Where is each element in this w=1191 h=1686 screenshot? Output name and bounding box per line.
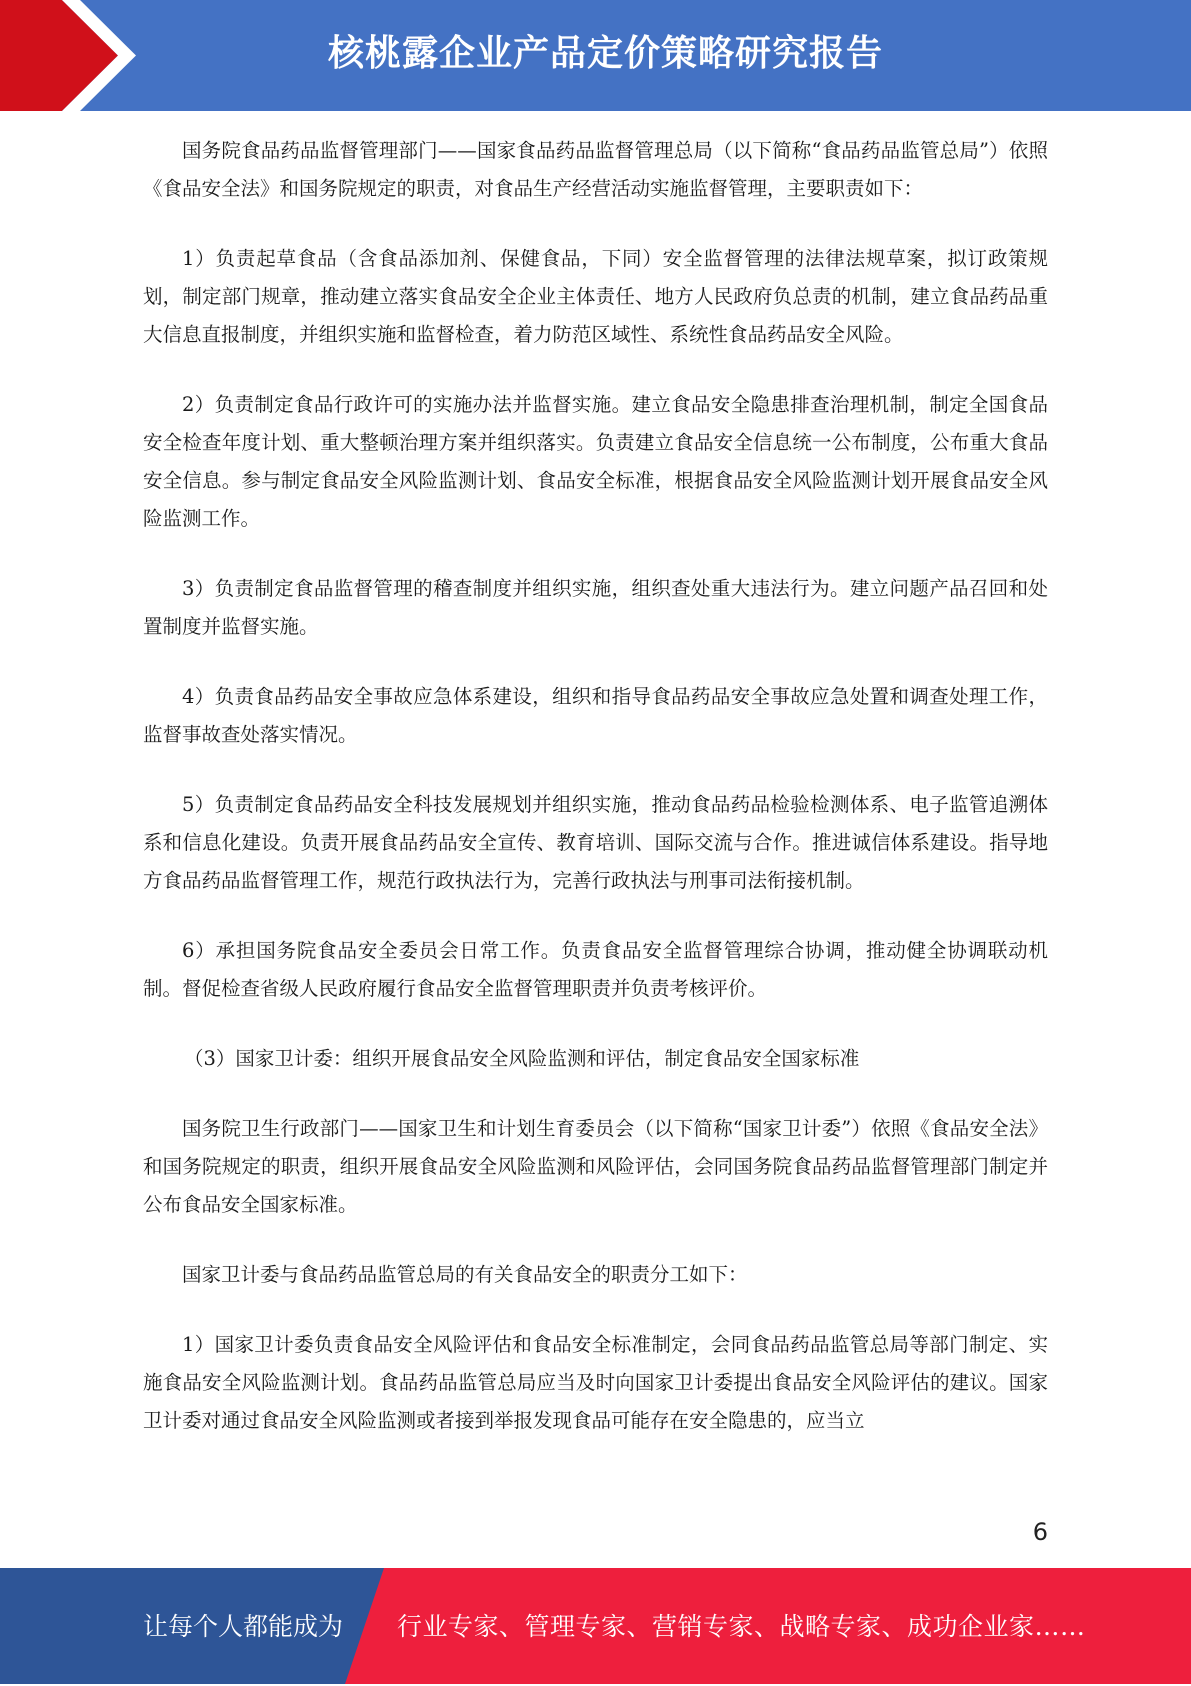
paragraph: 国务院食品药品监督管理部门——国家食品药品监督管理总局（以下简称“食品药品监管总局”）依照《食品安全法》和国务院规定的职责，对食品生产经营活动实施监督管理，主要职责如下： [143, 139, 1048, 200]
paragraph: 国务院卫生行政部门——国家卫生和计划生育委员会（以下简称“国家卫计委”）依照《食品安全法》和国务院规定的职责，组织开展食品安全风险监测和风险评估，会同国务院食品药品监督管理部门制定并公布食品安全国家标准。 [143, 1117, 1048, 1216]
paragraph: 国家卫计委与食品药品监管总局的有关食品安全的职责分工如下： [182, 1263, 748, 1286]
footer-band [0, 1568, 1191, 1684]
page-number: 6 [1032, 1518, 1048, 1546]
paragraph: 4）负责食品药品安全事故应急体系建设，组织和指导食品药品安全事故应急处置和调查处理工作，监督事故查处落实情况。 [143, 685, 1048, 746]
paragraph: 3）负责制定食品监督管理的稽查制度并组织实施，组织查处重大违法行为。建立问题产品召回和处置制度并监督实施。 [143, 577, 1048, 638]
footer-slogan-left: 让每个人都能成为 [143, 1612, 344, 1641]
paragraph: 1）负责起草食品（含食品添加剂、保健食品，下同）安全监督管理的法律法规草案，拟订政策规划，制定部门规章，推动建立落实食品安全企业主体责任、地方人民政府负总责的机制，建立食品药品重大信息直报制度，并组织实施和监督检查，着力防范区域性、系统性食品药品安全风险。 [143, 247, 1048, 346]
paragraph: 6）承担国务院食品安全委员会日常工作。负责食品安全监督管理综合协调，推动健全协调联动机制。督促检查省级人民政府履行食品安全监督管理职责并负责考核评价。 [143, 939, 1048, 1000]
section-heading: （3）国家卫计委：组织开展食品安全风险监测和评估，制定食品安全国家标准 [183, 1047, 860, 1070]
paragraph: 2）负责制定食品行政许可的实施办法并监督实施。建立食品安全隐患排查治理机制，制定全国食品安全检查年度计划、重大整顿治理方案并组织落实。负责建立食品安全信息统一公布制度，公布重大食品安全信息。参与制定食品安全风险监测计划、食品安全标准，根据食品安全风险监测计划开展食品安全风险监测工作。 [143, 393, 1048, 530]
footer-slogan-right: 行业专家、管理专家、营销专家、战略专家、成功企业家…… [397, 1612, 1086, 1641]
report-title: 核桃露企业产品定价策略研究报告 [327, 33, 883, 74]
paragraph: 1）国家卫计委负责食品安全风险评估和食品安全标准制定，会同食品药品监管总局等部门制定、实施食品安全风险监测计划。食品药品监管总局应当及时向国家卫计委提出食品安全风险评估的建议。国家卫计委对通过食品安全风险监测或者接到举报发现食品可能存在安全隐患的，应当立 [143, 1333, 1048, 1432]
header-band [0, 0, 1191, 111]
paragraph: 5）负责制定食品药品安全科技发展规划并组织实施，推动食品药品检验检测体系、电子监管追溯体系和信息化建设。负责开展食品药品安全宣传、教育培训、国际交流与合作。推进诚信体系建设。指导地方食品药品监督管理工作，规范行政执法行为，完善行政执法与刑事司法衔接机制。 [143, 793, 1048, 892]
document-body [143, 132, 1048, 1472]
